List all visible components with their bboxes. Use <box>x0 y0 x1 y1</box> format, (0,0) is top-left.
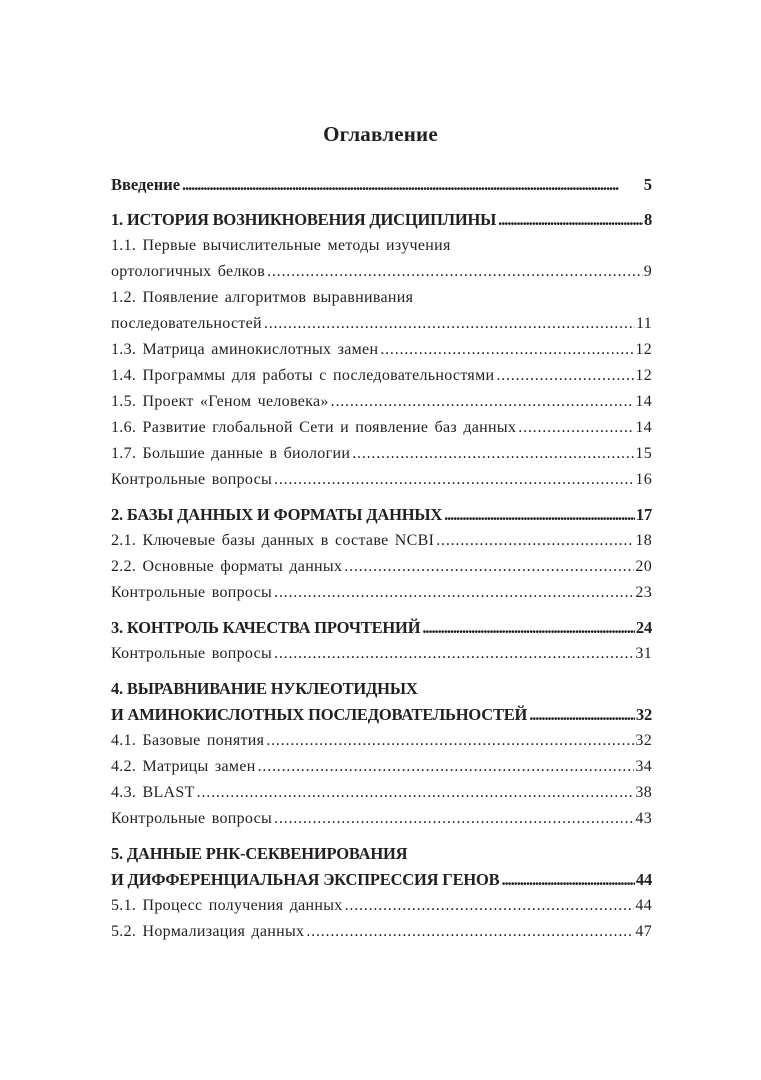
dot-leader <box>274 641 634 667</box>
dot-leader <box>352 441 634 467</box>
dot-leader <box>267 259 643 285</box>
toc-chapter-3[interactable] <box>111 615 652 641</box>
toc-chapter-2[interactable] <box>111 502 652 528</box>
toc-page-number: 14 <box>635 393 652 410</box>
toc-entry-label: 3. КОНТРОЛЬ КАЧЕСТВА ПРОЧТЕНИЙ <box>111 618 421 637</box>
toc-entry-5-1[interactable] <box>111 893 652 919</box>
toc-entry-label: 5.2. Нормализация данных <box>111 923 305 940</box>
toc-entry-1-5[interactable] <box>111 389 652 415</box>
toc-entry-1-3[interactable] <box>111 337 652 363</box>
toc-entry-label: И АМИНОКИСЛОТНЫХ ПОСЛЕДОВАТЕЛЬНОСТЕЙ <box>111 705 528 724</box>
toc-entry-label: последовательностей <box>111 315 262 332</box>
toc-page-number: 17 <box>635 505 652 524</box>
toc-page-number: 16 <box>635 471 652 488</box>
toc-page-number: 47 <box>635 923 652 940</box>
toc-entry-2-2[interactable] <box>111 554 652 580</box>
toc-page-number: 23 <box>635 584 652 601</box>
toc-page-number: 18 <box>635 532 652 549</box>
toc-entry-1-7[interactable] <box>111 441 652 467</box>
toc-page-number: 44 <box>635 870 652 889</box>
toc-entry-1-review-questions[interactable] <box>111 467 652 493</box>
dot-leader <box>182 172 643 198</box>
section-gap <box>111 493 652 502</box>
dot-leader <box>264 311 635 337</box>
toc-entry-label: Контрольные вопросы <box>111 810 273 827</box>
toc-page-number: 38 <box>635 784 652 801</box>
dot-leader <box>197 780 635 806</box>
toc-entry-label: 1. ИСТОРИЯ ВОЗНИКНОВЕНИЯ ДИСЦИПЛИНЫ <box>111 210 497 229</box>
toc-page-number: 12 <box>635 341 652 358</box>
toc-entry-4-1[interactable] <box>111 728 652 754</box>
toc-page-number: 31 <box>635 645 652 662</box>
toc-page-number: 15 <box>635 445 652 462</box>
toc-entry-label: 1.5. Проект «Геном человека» <box>111 393 329 410</box>
toc-page-number: 14 <box>635 419 652 436</box>
toc-page-number: 11 <box>635 315 652 332</box>
toc-entry-4-3[interactable] <box>111 780 652 806</box>
toc-chapter-5[interactable] <box>111 867 652 893</box>
toc-chapter-5-line1[interactable]: 5. ДАННЫЕ РНК-СЕКВЕНИРОВАНИЯ <box>111 844 408 863</box>
dot-leader <box>344 554 634 580</box>
dot-leader <box>345 893 635 919</box>
dot-leader <box>529 702 635 728</box>
section-gap <box>111 606 652 615</box>
toc-entry-label: Контрольные вопросы <box>111 471 273 488</box>
toc-entry-label: 4.1. Базовые понятия <box>111 732 265 749</box>
dot-leader <box>498 207 643 233</box>
toc-page-number: 9 <box>643 263 652 280</box>
toc-chapter-4[interactable] <box>111 702 652 728</box>
toc-page-number: 43 <box>635 810 652 827</box>
dot-leader <box>422 615 635 641</box>
toc-entry-label: И ДИФФЕРЕНЦИАЛЬНАЯ ЭКСПРЕССИЯ ГЕНОВ <box>111 870 500 889</box>
toc-entry-2-1[interactable] <box>111 528 652 554</box>
toc-entry-label: 2. БАЗЫ ДАННЫХ И ФОРМАТЫ ДАННЫХ <box>111 505 443 524</box>
dot-leader <box>496 363 634 389</box>
toc-page-number: 32 <box>635 705 652 724</box>
toc-entry-label: 1.3. Матрица аминокислотных замен <box>111 341 379 358</box>
toc-page-number: 5 <box>643 175 652 194</box>
page-title: Оглавление <box>323 122 438 146</box>
toc-entry-1-2[interactable] <box>111 311 652 337</box>
dot-leader <box>258 754 635 780</box>
toc-entry-4-review-questions[interactable] <box>111 806 652 832</box>
dot-leader <box>518 415 634 441</box>
toc-entry-label: 1.7. Большие данные в биологии <box>111 445 351 462</box>
toc-entry-label: Введение <box>111 175 181 194</box>
toc-entry-label: 2.1. Ключевые базы данных в составе NCBI <box>111 532 435 549</box>
toc-page-number: 8 <box>643 210 652 229</box>
toc-page-number: 12 <box>635 367 652 384</box>
section-gap <box>111 832 652 841</box>
toc-entry-label: 1.6. Развитие глобальной Сети и появление баз данных <box>111 419 517 436</box>
section-gap <box>111 198 652 207</box>
toc-entry-label: Контрольные вопросы <box>111 645 273 662</box>
toc-entry-1-6[interactable] <box>111 415 652 441</box>
dot-leader <box>380 337 634 363</box>
toc-page-number: 34 <box>635 758 652 775</box>
dot-leader <box>436 528 634 554</box>
toc-entry-label: 2.2. Основные форматы данных <box>111 558 343 575</box>
toc-page-number: 44 <box>635 897 652 914</box>
toc-entry-5-2[interactable] <box>111 919 652 945</box>
dot-leader <box>501 867 634 893</box>
toc-entry-2-review-questions[interactable] <box>111 580 652 606</box>
toc-page-number: 20 <box>635 558 652 575</box>
toc-page-number: 24 <box>635 618 652 637</box>
dot-leader <box>444 502 635 528</box>
toc-entry-label-line1[interactable]: 1.2. Появление алгоритмов выравнивания <box>111 289 414 306</box>
dot-leader <box>274 580 634 606</box>
dot-leader <box>274 467 634 493</box>
toc-entry-introduction[interactable] <box>111 172 652 198</box>
dot-leader <box>274 806 634 832</box>
toc-entry-label: 5.1. Процесс получения данных <box>111 897 343 914</box>
toc-entry-1-1[interactable] <box>111 259 652 285</box>
dot-leader <box>266 728 634 754</box>
toc-entry-1-4[interactable] <box>111 363 652 389</box>
toc-chapter-1[interactable] <box>111 207 652 233</box>
toc-entry-label: ортологичных белков <box>111 263 266 280</box>
toc-entry-label-line1[interactable]: 1.1. Первые вычислительные методы изучения <box>111 237 451 254</box>
section-gap <box>111 667 652 676</box>
table-of-contents <box>111 172 652 945</box>
toc-entry-3-review-questions[interactable] <box>111 641 652 667</box>
toc-entry-label: 4.2. Матрицы замен <box>111 758 256 775</box>
dot-leader <box>331 389 635 415</box>
toc-entry-label: 4.3. BLAST <box>111 784 195 801</box>
toc-entry-4-2[interactable] <box>111 754 652 780</box>
dot-leader <box>306 919 634 945</box>
toc-chapter-4-line1[interactable]: 4. ВЫРАВНИВАНИЕ НУКЛЕОТИДНЫХ <box>111 679 418 698</box>
toc-entry-label: 1.4. Программы для работы с последовательностями <box>111 367 495 384</box>
toc-entry-label: Контрольные вопросы <box>111 584 273 601</box>
toc-page-number: 32 <box>635 732 652 749</box>
